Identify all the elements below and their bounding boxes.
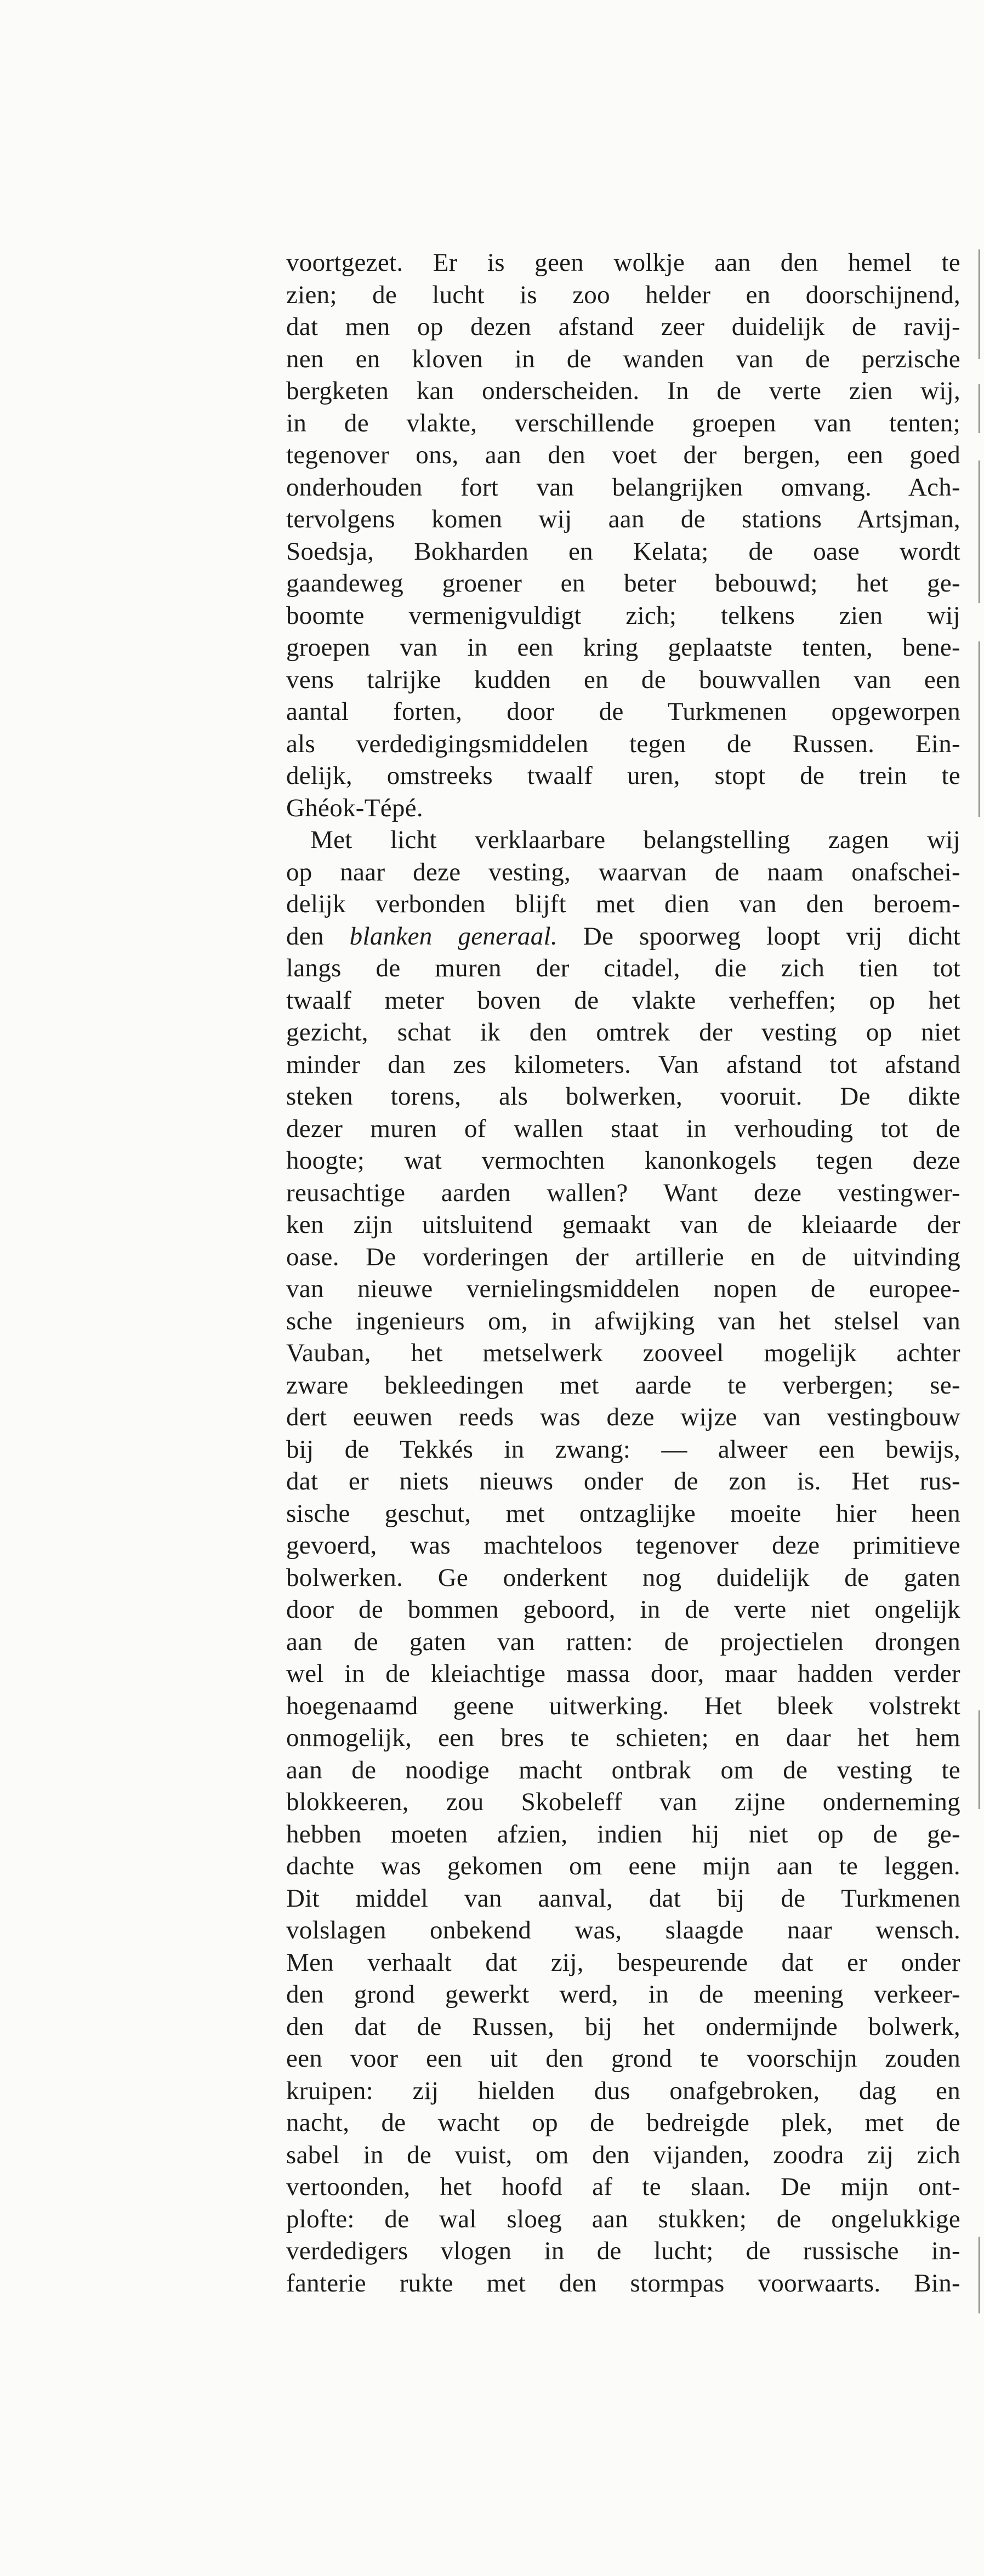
line-text: vertoonden, het hoofd af te slaan. De mijn ont- xyxy=(286,2173,960,2201)
text-line xyxy=(286,664,960,696)
text-line xyxy=(286,1434,960,1466)
line-text: vens talrijke kudden en de bouwvallen van een xyxy=(286,665,960,694)
line-text: reusachtige aarden wallen? Want deze vestingwer- xyxy=(286,1178,960,1207)
text-line xyxy=(286,1498,960,1530)
text-line xyxy=(286,279,960,311)
line-text: als verdedigingsmiddelen tegen de Russen. Ein- xyxy=(286,729,960,758)
line-text: steken torens, als bolwerken, vooruit. De dikte xyxy=(286,1082,960,1111)
line-text: onderhouden fort van belangrijken omvang. Ach- xyxy=(286,473,960,502)
line-text: Vauban, het metselwerk zooveel mogelijk achter xyxy=(286,1339,960,1367)
line-text: op naar deze vesting, waarvan de naam onafschei- xyxy=(286,857,960,886)
margin-rule xyxy=(979,1710,980,1809)
line-text: gevoerd, was machteloos tegenover deze primitieve xyxy=(286,1531,960,1560)
text-line xyxy=(286,1690,960,1722)
text-line xyxy=(286,1594,960,1626)
text-line xyxy=(286,1947,960,1979)
text-line xyxy=(286,985,960,1017)
line-text: dezer muren of wallen staat in verhouding tot de xyxy=(286,1114,960,1143)
text-line xyxy=(286,856,960,889)
text-line xyxy=(286,728,960,760)
text-line xyxy=(286,407,960,440)
text-line xyxy=(286,1818,960,1851)
line-text: bergketen kan onderscheiden. In de verte zien wij, xyxy=(286,377,960,405)
line-text: tegenover ons, aan den voet der bergen, een goed xyxy=(286,441,960,469)
line-text: nacht, de wacht op de bedreigde plek, met de xyxy=(286,2108,960,2137)
body-text xyxy=(286,247,960,2299)
text-line xyxy=(286,1626,960,1658)
text-line xyxy=(286,2235,960,2267)
text-line xyxy=(286,1562,960,1594)
text-line xyxy=(286,471,960,504)
text-line xyxy=(286,1722,960,1754)
line-text: verdedigers vlogen in de lucht; de russische in- xyxy=(286,2237,960,2265)
text-line xyxy=(286,1113,960,1145)
text-line xyxy=(286,1081,960,1113)
text-line xyxy=(286,567,960,600)
line-text: den xyxy=(286,922,350,951)
line-text: aantal forten, door de Turkmenen opgeworpen xyxy=(286,697,960,726)
line-text: den grond gewerkt werd, in de meening verkeer- xyxy=(286,1980,960,2009)
text-line xyxy=(286,1786,960,1818)
text-line xyxy=(286,311,960,343)
text-line xyxy=(286,1177,960,1209)
line-text: dat er niets nieuws onder de zon is. Het rus- xyxy=(286,1467,960,1495)
line-text: Soedsja, Bokharden en Kelata; de oase wordt xyxy=(286,537,960,566)
text-line xyxy=(286,2043,960,2075)
text-line xyxy=(286,1465,960,1498)
text-line xyxy=(286,2171,960,2203)
line-text: een voor een uit den grond te voorschijn zouden xyxy=(286,2044,960,2073)
text-line xyxy=(286,1850,960,1883)
text-line xyxy=(286,1658,960,1690)
line-text: tervolgens komen wij aan de stations Artsjman, xyxy=(286,505,960,533)
line-text: oase. De vorderingen der artillerie en de uitvinding xyxy=(286,1242,960,1271)
text-line xyxy=(286,439,960,471)
line-text: De spoorweg loopt vrij dicht xyxy=(557,922,961,951)
line-text: langs de muren der citadel, die zich tien tot xyxy=(286,954,960,982)
text-line xyxy=(286,1049,960,1081)
text-line xyxy=(286,760,960,792)
line-text: aan de gaten van ratten: de projectielen drongen xyxy=(286,1627,960,1656)
line-text: onmogelijk, een bres te schieten; en daar het hem xyxy=(286,1724,960,1752)
text-line xyxy=(286,1337,960,1369)
line-text: ken zijn uitsluitend gemaakt van de kleiaarde der xyxy=(286,1210,960,1239)
line-text: bolwerken. Ge onderkent nog duidelijk de gaten xyxy=(286,1563,960,1592)
line-text: wel in de kleiachtige massa door, maar hadden verder xyxy=(286,1659,960,1688)
line-text: sche ingenieurs om, in afwijking van het stelsel van xyxy=(286,1306,960,1335)
text-line xyxy=(286,343,960,376)
text-line xyxy=(286,2139,960,2171)
text-line xyxy=(286,2267,960,2300)
line-text: Men verhaalt dat zij, bespeurende dat er onder xyxy=(286,1948,960,1977)
text-line xyxy=(286,503,960,536)
line-text: dat men op dezen afstand zeer duidelijk de ravij- xyxy=(286,312,960,341)
margin-rule xyxy=(979,2237,980,2313)
text-line xyxy=(286,1914,960,1947)
line-text: Dit middel van aanval, dat bij de Turkmenen xyxy=(286,1884,960,1913)
text-line xyxy=(286,2011,960,2043)
line-text: van nieuwe vernielingsmiddelen nopen de europee- xyxy=(286,1275,960,1303)
margin-rule xyxy=(979,460,980,603)
text-line xyxy=(286,1016,960,1049)
text-line xyxy=(286,600,960,632)
margin-rule xyxy=(979,641,980,817)
line-text: gezicht, schat ik den omtrek der vesting op niet xyxy=(286,1018,960,1047)
line-text: kruipen: zij hielden dus onafgebroken, dag en xyxy=(286,2076,960,2105)
text-line xyxy=(286,2075,960,2107)
line-text: Ghéok-Tépé. xyxy=(286,793,423,822)
line-text: boomte vermenigvuldigt zich; telkens zien wij xyxy=(286,601,960,630)
text-line xyxy=(286,1369,960,1402)
text-line xyxy=(286,375,960,407)
text-line xyxy=(286,696,960,728)
line-text: hebben moeten afzien, indien hij niet op de ge- xyxy=(286,1819,960,1849)
line-text: plofte: de wal sloeg aan stukken; de ongelukkige xyxy=(286,2204,960,2233)
line-text: groepen van in een kring geplaatste tenten, bene- xyxy=(286,633,960,662)
text-line xyxy=(286,1978,960,2011)
line-text: fanterie rukte met den stormpas voorwaarts. Bin- xyxy=(286,2268,960,2298)
line-text: dert eeuwen reeds was deze wijze van vestingbouw xyxy=(286,1403,960,1431)
line-text: in de vlakte, verschillende groepen van tenten; xyxy=(286,408,960,437)
text-line xyxy=(286,1305,960,1338)
text-line xyxy=(286,1529,960,1562)
text-line xyxy=(286,792,960,824)
text-line xyxy=(286,632,960,664)
text-line xyxy=(286,888,960,920)
text-line xyxy=(286,1401,960,1434)
text-line xyxy=(286,247,960,279)
text-line xyxy=(286,1273,960,1305)
margin-rule xyxy=(979,384,980,433)
line-text: nen en kloven in de wanden van de perzische xyxy=(286,344,960,373)
margin-rule xyxy=(979,249,980,359)
line-text: sabel in de vuist, om den vijanden, zoodra zij zich xyxy=(286,2140,960,2169)
line-text: aan de noodige macht ontbrak om de vesting te xyxy=(286,1755,960,1784)
line-text: Met licht verklaarbare belangstelling zagen wij xyxy=(310,826,960,854)
line-text: door de bommen geboord, in de verte niet ongelijk xyxy=(286,1595,960,1624)
line-text: gaandeweg groener en beter bebouwd; het ge- xyxy=(286,569,960,598)
text-line xyxy=(286,1754,960,1787)
text-line xyxy=(286,2203,960,2236)
line-text: delijk verbonden blijft met dien van den beroem- xyxy=(286,890,960,918)
line-text: voortgezet. Er is geen wolkje aan den hemel te xyxy=(286,248,960,277)
line-text: den dat de Russen, bij het ondermijnde bolwerk, xyxy=(286,2012,960,2041)
text-line xyxy=(286,536,960,568)
line-text: hoogte; wat vermochten kanonkogels tegen deze xyxy=(286,1146,960,1175)
line-text: blokkeeren, zou Skobeleff van zijne onderneming xyxy=(286,1788,960,1816)
line-text: delijk, omstreeks twaalf uren, stopt de trein te xyxy=(286,761,960,790)
italic-phrase: blanken generaal. xyxy=(349,922,558,951)
text-line xyxy=(286,1883,960,1915)
text-line xyxy=(286,920,960,953)
text-line xyxy=(286,952,960,985)
line-text: zware bekleedingen met aarde te verbergen; se- xyxy=(286,1371,960,1400)
line-text: bij de Tekkés in zwang: — alweer een bewijs, xyxy=(286,1435,960,1464)
text-line xyxy=(286,824,960,856)
line-text: zien; de lucht is zoo helder en doorschijnend, xyxy=(286,280,960,309)
line-text: volslagen onbekend was, slaagde naar wensch. xyxy=(286,1916,960,1944)
line-text: dachte was gekomen om eene mijn aan te leggen. xyxy=(286,1852,960,1880)
line-text: twaalf meter boven de vlakte verheffen; op het xyxy=(286,986,960,1015)
line-text: hoegenaamd geene uitwerking. Het bleek volstrekt xyxy=(286,1691,960,1720)
line-text: minder dan zes kilometers. Van afstand tot afstand xyxy=(286,1050,960,1079)
text-line xyxy=(286,2107,960,2139)
text-line xyxy=(286,1145,960,1177)
text-line xyxy=(286,1209,960,1241)
text-line xyxy=(286,1241,960,1273)
line-text: sische geschut, met ontzaglijke moeite hier heen xyxy=(286,1499,960,1528)
